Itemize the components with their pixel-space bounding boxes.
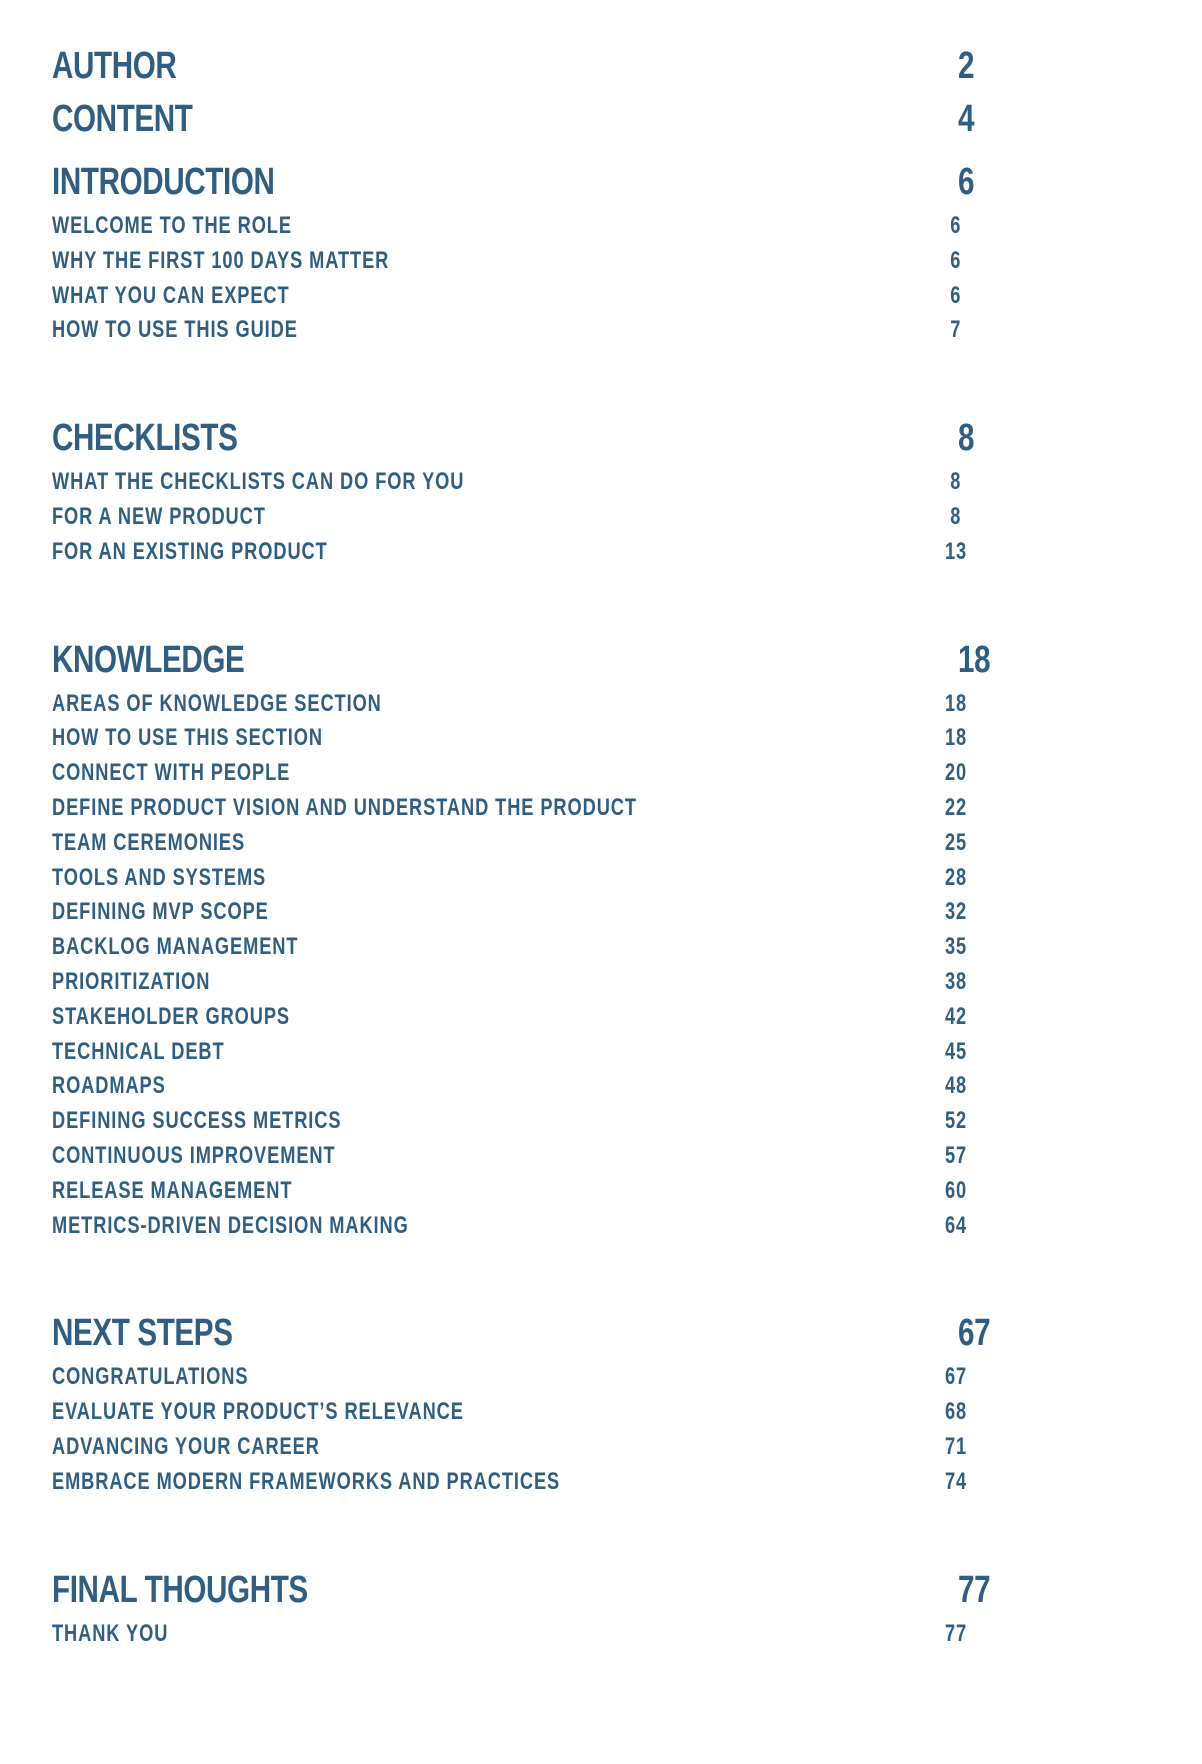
toc-subentry-page: 6 (950, 281, 962, 309)
toc-subentry-title: FOR A NEW PRODUCT (52, 502, 266, 530)
section-spacer (52, 348, 972, 412)
toc-section-page: 6 (957, 161, 975, 203)
toc-subentry[interactable] (52, 244, 962, 279)
toc-section-heading[interactable] (52, 1307, 991, 1360)
toc-subentry-title: THANK YOU (52, 1619, 169, 1647)
toc-subentry[interactable] (52, 826, 968, 861)
toc-section-title: NEXT STEPS (52, 1312, 233, 1355)
toc-subentry-page: 18 (944, 724, 968, 752)
toc-subentry[interactable] (52, 279, 962, 314)
toc-subentry[interactable] (52, 895, 968, 930)
toc-subentry[interactable] (52, 1104, 968, 1139)
toc-subentry[interactable] (52, 1174, 968, 1209)
toc-subentry-page: 48 (944, 1072, 968, 1100)
toc-subentry-title: AREAS OF KNOWLEDGE SECTION (52, 689, 382, 717)
toc-subentry-title: CONNECT WITH PEOPLE (52, 759, 291, 787)
toc-subentry-page: 8 (950, 502, 962, 530)
toc-subentry-title: CONTINUOUS IMPROVEMENT (52, 1141, 336, 1169)
toc-subentry-title: RELEASE MANAGEMENT (52, 1176, 293, 1204)
toc-subentry[interactable] (52, 791, 968, 826)
section-spacer (52, 146, 972, 156)
section-spacer (52, 570, 972, 634)
toc-subentry-title: BACKLOG MANAGEMENT (52, 933, 299, 961)
toc-section-title: CHECKLISTS (52, 417, 238, 460)
section-spacer (52, 1500, 972, 1564)
toc-subentry[interactable] (52, 687, 968, 722)
toc-subentry[interactable] (52, 313, 962, 348)
toc-subentry-title: STAKEHOLDER GROUPS (52, 1002, 291, 1030)
toc-subentry[interactable] (52, 535, 968, 570)
toc-section-heading[interactable] (52, 1564, 991, 1617)
toc-subentry[interactable] (52, 721, 968, 756)
toc-subentry-page: 35 (944, 933, 968, 961)
toc-subentry-title: FOR AN EXISTING PRODUCT (52, 537, 328, 565)
toc-subentry[interactable] (52, 1209, 968, 1244)
toc-subentry-page: 77 (944, 1619, 968, 1647)
toc-section (52, 412, 975, 569)
toc-top-entries (52, 40, 975, 146)
toc-subentry[interactable] (52, 1430, 968, 1465)
toc-subentry-page: 42 (944, 1002, 968, 1030)
toc-subentry-title: DEFINING SUCCESS METRICS (52, 1107, 342, 1135)
toc-subentry-title: WHAT YOU CAN EXPECT (52, 281, 290, 309)
toc-subentry-title: EMBRACE MODERN FRAMEWORKS AND PRACTICES (52, 1467, 561, 1495)
toc-section (52, 156, 975, 348)
toc-subentry-title: TECHNICAL DEBT (52, 1037, 225, 1065)
toc-subentry-page: 45 (944, 1037, 968, 1065)
toc-entry-page: 2 (957, 45, 975, 87)
toc-subentry[interactable] (52, 1069, 968, 1104)
toc-subentry[interactable] (52, 1617, 968, 1652)
toc-section (52, 1307, 991, 1499)
toc-entry-author[interactable] (52, 40, 975, 93)
toc-subentry-title: ROADMAPS (52, 1072, 166, 1100)
toc-subentry-page: 68 (944, 1398, 968, 1426)
toc-entry-title: CONTENT (52, 98, 193, 140)
toc-section-page: 77 (957, 1568, 991, 1611)
toc-entry-title: AUTHOR (52, 45, 177, 87)
toc-subentry-title: TOOLS AND SYSTEMS (52, 863, 267, 891)
toc-subentry[interactable] (52, 1000, 968, 1035)
toc-subentry-page: 32 (944, 898, 968, 926)
toc-subentry-page: 64 (944, 1211, 968, 1239)
toc-subentry-title: HOW TO USE THIS GUIDE (52, 316, 298, 344)
toc-section-title: FINAL THOUGHTS (52, 1568, 308, 1611)
toc-subentry-title: CONGRATULATIONS (52, 1363, 249, 1391)
toc-subentry-page: 52 (944, 1107, 968, 1135)
toc-subentry[interactable] (52, 965, 968, 1000)
toc-section (52, 634, 991, 1244)
toc-subentry[interactable] (52, 1360, 968, 1395)
toc-section-page: 18 (957, 638, 991, 681)
toc-subentry[interactable] (52, 1395, 968, 1430)
toc-subentry[interactable] (52, 1139, 968, 1174)
toc-subentry-page: 67 (944, 1363, 968, 1391)
toc-subentry-title: ADVANCING YOUR CAREER (52, 1432, 320, 1460)
toc-subentry-page: 22 (944, 793, 968, 821)
table-of-contents (52, 40, 991, 1651)
toc-subentry-page: 18 (944, 689, 968, 717)
toc-subentry-page: 7 (950, 316, 962, 344)
toc-subentry[interactable] (52, 465, 962, 500)
toc-section-heading[interactable] (52, 412, 975, 465)
toc-subentry[interactable] (52, 930, 968, 965)
toc-subentry[interactable] (52, 756, 968, 791)
toc-subentry-page: 13 (944, 537, 968, 565)
toc-entry-page: 4 (957, 98, 975, 140)
toc-subentry-title: DEFINING MVP SCOPE (52, 898, 269, 926)
toc-entry-content[interactable] (52, 93, 975, 146)
toc-section-title: INTRODUCTION (52, 161, 275, 203)
toc-subentry-page: 60 (944, 1176, 968, 1204)
toc-section-page: 8 (957, 417, 975, 460)
toc-section (52, 1564, 991, 1652)
toc-subentry-page: 8 (950, 468, 962, 496)
toc-section-page: 67 (957, 1312, 991, 1355)
toc-subentry-page: 6 (950, 246, 962, 274)
toc-subentry-page: 20 (944, 759, 968, 787)
toc-subentry-title: EVALUATE YOUR PRODUCT’S RELEVANCE (52, 1398, 464, 1426)
toc-subentry-title: WELCOME TO THE ROLE (52, 212, 292, 239)
toc-subentry-page: 71 (944, 1432, 968, 1460)
toc-subentry-title: PRIORITIZATION (52, 967, 211, 995)
toc-subentry[interactable] (52, 1465, 968, 1500)
toc-subentry-title: TEAM CEREMONIES (52, 828, 246, 856)
toc-subentry-title: METRICS-DRIVEN DECISION MAKING (52, 1211, 409, 1239)
toc-section-heading[interactable] (52, 634, 991, 687)
toc-subentry[interactable] (52, 861, 968, 896)
toc-subentry-title: DEFINE PRODUCT VISION AND UNDERSTAND THE PRODUCT (52, 793, 637, 821)
toc-subentry[interactable] (52, 500, 962, 535)
toc-subentry-page: 6 (950, 212, 962, 239)
toc-section-heading[interactable] (52, 156, 975, 209)
toc-subentry-page: 38 (944, 967, 968, 995)
toc-subentry[interactable] (52, 209, 962, 244)
toc-subentry-title: WHY THE FIRST 100 DAYS MATTER (52, 246, 390, 274)
section-spacer (52, 1243, 972, 1307)
toc-subentry[interactable] (52, 1035, 968, 1070)
toc-subentry-page: 25 (944, 828, 968, 856)
toc-subentry-title: WHAT THE CHECKLISTS CAN DO FOR YOU (52, 468, 465, 496)
toc-subentry-title: HOW TO USE THIS SECTION (52, 724, 323, 752)
toc-subentry-page: 74 (944, 1467, 968, 1495)
toc-subentry-page: 57 (944, 1141, 968, 1169)
toc-section-title: KNOWLEDGE (52, 638, 245, 681)
toc-subentry-page: 28 (944, 863, 968, 891)
